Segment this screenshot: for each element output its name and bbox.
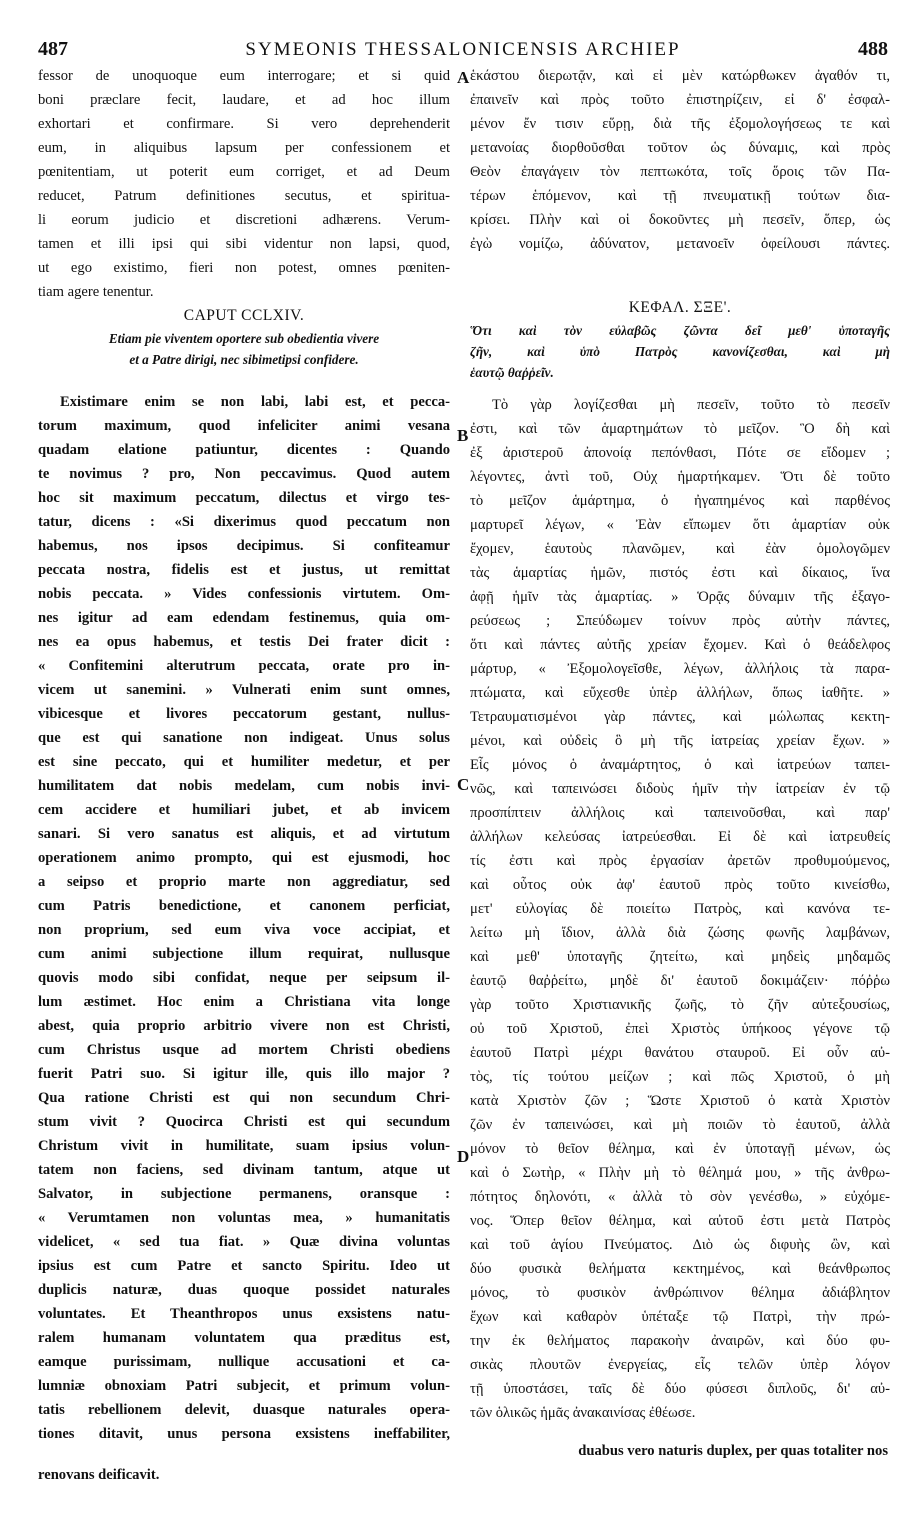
latin-text-line: nes ea opus habemus, et testis Dei frater dicit : <box>38 634 450 650</box>
latin-text-line: a seipso et proprio marte non aggrediatur, sed <box>38 874 450 890</box>
latin-final <box>38 1463 450 1487</box>
running-header <box>38 38 888 64</box>
latin-text-line: Salvator, in subjectione permanens, oransque : <box>38 1186 450 1202</box>
latin-text-line: quadam elatione patiuntur, dicentes : Quando <box>38 442 450 458</box>
spacer <box>38 370 450 390</box>
greek-text-line: μένον ἔν τισιν εὕρῃ, διὰ τῆς ἐξομολογήσεως τε καὶ <box>470 116 890 132</box>
margin-letter-b: B <box>457 426 469 445</box>
full-width-continuation <box>38 1439 888 1463</box>
latin-chapter-title: CAPUT CCLXIV. <box>183 307 305 324</box>
continuation-line: duabus vero naturis duplex, per quas totaliter nos <box>578 1443 888 1459</box>
spacer <box>470 276 890 296</box>
greek-text-line: νῶς, καὶ ταπεινώσει διδοὺς ἡμῖν τὴν ἰατρείαν ἐν τῷ <box>470 781 890 797</box>
greek-text-line: μαρτυρεῖ λέγων, « Ἐὰν εἴπωμεν ὅτι ἁμαρτίαν οὐκ <box>470 517 890 533</box>
greek-text-line: ἐπαινεῖν καὶ πρὸς τοῦτο ἐπιστηρίζειν, εἰ δ' ἐσφαλ- <box>470 92 890 108</box>
latin-text-line: torum maximum, quod infeliciter animi vesana <box>38 418 450 434</box>
latin-text-line: tiam agere tenentur. <box>38 284 154 300</box>
greek-text-line: καὶ τοῦ ἁγίου Πνεύματος. Διὸ ὡς διφυὴς ὢν, καὶ <box>470 1237 890 1253</box>
latin-text-line: vibicesque et livores peccatorum gestant, nullus- <box>38 706 450 722</box>
latin-text-line: habemus, nos ipsos decipimus. Si confiteamur <box>38 538 450 554</box>
latin-text-line: eum, in aliquibus lapsum per confessionem et <box>38 140 450 156</box>
latin-chapter-summary: Etiam pie viventem oportere sub obedientia vivere <box>108 331 380 346</box>
greek-chapter-summary: Ὅτι καὶ τὸν εὐλαβῶς ζῶντα δεῖ μεθ' ὑποταγῆς <box>470 323 890 338</box>
latin-text-line: non proprium, sed eum viva voce accipiat, et <box>38 922 450 938</box>
greek-text-line: γὰρ τοῦτο Χριστιανικῆς ζωῆς, τὸ ζῆν αὐτεξουσίως, <box>470 997 890 1013</box>
latin-text-line: Qua ratione Christi est qui non secundum Chri- <box>38 1090 450 1106</box>
latin-text-line: nes igitur ad eam edendam festinemus, quia om- <box>38 610 450 626</box>
greek-text-line: την ἐκ θελήματος παρακοὴν ἀναιρῶν, καὶ δύο φυ- <box>470 1333 890 1349</box>
greek-text-line: ἐγὼ νομίζω, ἀδύνατον, μετανοεῖν ὀφείλουσι πάντες. <box>470 236 890 252</box>
greek-text-line: πτώματα, καὶ εὔχεσθε ὑπὲρ ἀλλήλων, ὅπως ἰαθῆτε. » <box>470 685 890 701</box>
greek-text-line: μετανοίας διορθοῦσθαι τοῦτον ὡς δύναμις, καὶ πρὸς <box>470 140 890 156</box>
latin-text-line: duplicis naturæ, duas quoque possidet naturales <box>38 1282 450 1298</box>
latin-text-line: quovis modo sibi confidat, neque per seipsum il- <box>38 970 450 986</box>
greek-text-line: ὅτι καὶ πάντες αὐτῆς χρείαν ἔχομεν. Καὶ ὁ θεάδελφος <box>470 637 890 653</box>
greek-text-line: καὶ μεθ' ὑποταγῆς ζητείτω, καὶ μηδεὶς μηδαμῶς <box>470 949 890 965</box>
latin-text-line: « Confitemini alterutrum peccata, orate pro in- <box>38 658 450 674</box>
greek-text-line: νος. Ὅπερ θεῖον θέλημα, καὶ αὐτοῦ ἐστι μετὰ Πατρὸς <box>470 1213 890 1229</box>
latin-text-line: reducet, Patrum definitiones secutus, et spiritua- <box>38 188 450 204</box>
greek-column <box>470 64 890 1425</box>
latin-text-line: tatem non faciens, sed divinam tantum, atque ut <box>38 1162 450 1178</box>
page-number-left: 487 <box>38 38 68 60</box>
latin-text-line: fessor de unoquoque eum interrogare; et si quid <box>38 68 450 84</box>
running-title: SYMEONIS THESSALONICENSIS ARCHIEP <box>245 39 681 60</box>
latin-text-line: li eorum judicio et discretioni adhærens. Verum- <box>38 212 450 228</box>
greek-text-line: Τετραυματισμένοι γὰρ πάντες, καὶ μώλωπας κεκτη- <box>470 709 890 725</box>
greek-text-line: κατὰ Χριστὸν ζῶν ; Ὥστε Χριστοῦ ὁ κατὰ Χριστὸν <box>470 1093 890 1109</box>
greek-text-line: ἑαυτοῦ Πατρὶ μέχρι θανάτου σταυροῦ. Εἰ οὖν αὐ- <box>470 1045 890 1061</box>
latin-text-line: tatis rebellionem delevit, duasque naturales opera- <box>38 1402 450 1418</box>
latin-text-line: cum Christus usque ad mortem Christi obediens <box>38 1042 450 1058</box>
latin-text-line: stum vivit ? Quocirca Christi est qui secundum <box>38 1114 450 1130</box>
latin-text-line: cum Patris benedictione, et canonem perficiat, <box>38 898 450 914</box>
margin-letter-c: C <box>457 775 470 794</box>
margin-letter-a: A <box>457 68 470 87</box>
spacer <box>470 383 890 393</box>
latin-text-line: lum æstimet. Hoc enim a Christiana vita longe <box>38 994 450 1010</box>
latin-text-line: « Verumtamen non voluntas mea, » humanitatis <box>38 1210 450 1226</box>
page-number-right: 488 <box>858 38 888 60</box>
latin-last-line: renovans deificavit. <box>38 1467 160 1483</box>
greek-text-line: ἔχομεν, ἑαυτοὺς πλανῶμεν, καὶ ἐὰν ὁμολογῶμεν <box>470 541 890 557</box>
latin-text-line: te novimus ? pro, Non peccavimus. Quod autem <box>38 466 450 482</box>
greek-text-line: μένοι, καὶ οὐδεὶς ὃ μὴ τῆς ἰατρείας χρείαν ἔχων. » <box>470 733 890 749</box>
latin-text-line: tatur, dicens : «Si dixerimus quod peccatum non <box>38 514 450 530</box>
latin-text-line: ut ego existimo, fieri non potest, omnes pœniten- <box>38 260 450 276</box>
latin-text-line: boni præclare fecit, laudare, et ad hoc illum <box>38 92 450 108</box>
greek-text-line: λέγοντες, ἀντὶ τοῦ, Οὐχ ἡμαρτήκαμεν. Ὅτι δὲ τοῦτο <box>470 469 890 485</box>
latin-column <box>38 64 450 1446</box>
latin-chapter-summary: et a Patre dirigi, nec sibimetipsi confidere. <box>129 352 359 367</box>
latin-text-line: ralem humanam voluntatem qua præditus est, <box>38 1330 450 1346</box>
greek-text-line: προσπίπτειν ἀλλήλοις καὶ ταπεινοῦσθαι, καὶ παρ' <box>470 805 890 821</box>
greek-text-line: ἐστι, καὶ τῶν ἁμαρτημάτων τὸ μεῖζον. Ὃ δὴ καὶ <box>470 421 890 437</box>
greek-text-line: τὸς, τίς τούτου μείζων ; καὶ πῶς Χριστοῦ, ὁ μὴ <box>470 1069 890 1085</box>
greek-text-line: μετ' εὐλογίας δὲ ποιείτω Πατρὸς, καὶ κανόνα τε- <box>470 901 890 917</box>
latin-text-line: eamque purissimam, nullique accusationi et ca- <box>38 1354 450 1370</box>
latin-text-line: operationem animo prompto, qui est ejusmodi, hoc <box>38 850 450 866</box>
greek-chapter-title: ΚΕΦΑΛ. ΣΞΕ'. <box>628 299 732 316</box>
greek-text-line: τὰς ἁμαρτίας ἡμῶν, πιστός ἐστι καὶ δίκαιος, ἵνα <box>470 565 890 581</box>
greek-text-line: πότητος δηλονότι, « ἀλλὰ τὸ σὸν γενέσθω, » εὐχόμε- <box>470 1189 890 1205</box>
latin-text-line: hoc sit maximum peccatum, dilectus et virgo tes- <box>38 490 450 506</box>
greek-text-line: τῇ ὑποστάσει, ταῖς δὲ δύο φύσεσι διπλοῦς, δι' αὐ- <box>470 1381 890 1397</box>
greek-chapter-summary: ἑαυτῷ θαῤῥεῖν. <box>470 365 554 380</box>
latin-text-line: Existimare enim se non labi, labi est, et pecca- <box>60 394 450 410</box>
greek-text-line: τὸ μεῖζον ἁμάρτημα, ὁ ἠγαπημένος καὶ παρθένος <box>470 493 890 509</box>
greek-text-line: τέρων ἑπόμενον, καὶ τῇ πνευματικῇ τούτων δια- <box>470 188 890 204</box>
greek-text-line: ρεύσεως ; Σπεύδωμεν τοίνυν πρὸς αὐτὴν πάντες, <box>470 613 890 629</box>
greek-text-line: ἀλλήλων κελεύσας ἰατρεύεσθαι. Εἰ δὲ καὶ ἰατρευθείς <box>470 829 890 845</box>
greek-text-line: Τὸ γὰρ λογίζεσθαι μὴ πεσεῖν, τοῦτο τὸ πεσεῖν <box>492 397 890 413</box>
greek-text-line: οὐ τοῦ Χριστοῦ, ἐπεὶ Χριστὸς ὑπήκοος γέγονε τῷ <box>470 1021 890 1037</box>
greek-text-line: ἀφῇ ἡμῖν τὰς ἁμαρτίας. » Ὁρᾷς δύναμιν τῆς ἐξαγο- <box>470 589 890 605</box>
greek-text-line: τίς ἐστι καὶ πρὸς ἐργασίαν ἀρετῶν προθυμούμενος, <box>470 853 890 869</box>
latin-text-line: fuerit Patri suo. Si igitur ille, quis illo major ? <box>38 1066 450 1082</box>
latin-text-line: exhortari et confirmare. Si vero deprehenderit <box>38 116 450 132</box>
greek-text-line: Θεὸν ἐπαγάγειν τὸν πεπτωκότα, τοῖς ὅροις τῶν Πα- <box>470 164 890 180</box>
latin-text-line: ipsius est cum Patre et sancto Spiritu. Ideo ut <box>38 1258 450 1274</box>
latin-text-line: cum animi subjectione illum requirat, nullusque <box>38 946 450 962</box>
greek-text-line: ζῶν ἐν ταπεινώσει, καὶ μὴ ποιῶν τὸ ἑαυτοῦ, ἀλλὰ <box>470 1117 890 1133</box>
greek-text-line: Εἷς μόνος ὁ ἀναμάρτητος, ὁ καὶ ἰατρεύων ταπει- <box>470 757 890 773</box>
greek-text-line: μόνος, τὸ φυσικὸν ἀνθρώπινον θέλημα ἀδιάβλητον <box>470 1285 890 1301</box>
latin-text-line: peccata nostra, fidelis est et justus, ut remittat <box>38 562 450 578</box>
greek-text-line: κρίσει. Πλὴν καὶ οἱ δοκοῦντες μὴ πεσεῖν, ὅπερ, ὡς <box>470 212 890 228</box>
latin-text-line: tamen et illi ipsi qui sibi videntur non lapsi, quod, <box>38 236 450 252</box>
greek-text-line: ἐξ ἀριστεροῦ ἀπονοίᾳ πεπόνθασι, Πότε σε εἴδομεν ; <box>470 445 890 461</box>
greek-chapter-summary: ζῆν, καὶ ὑπὸ Πατρὸς κανονίζεσθαι, καὶ μὴ <box>470 344 890 359</box>
greek-text-line: μάρτυρ, « Ἐξομολογεῖσθε, λέγων, ἀλλήλοις τὰ παρα- <box>470 661 890 677</box>
latin-text-line: videlicet, « sed tua fiat. » Quæ divina voluntas <box>38 1234 450 1250</box>
greek-text-line: ἔχων καὶ καθαρὸν ὑπέταξε τῷ Πατρὶ, τὴν πρώ- <box>470 1309 890 1325</box>
latin-text-line: humilitatem dat nobis medelam, cum nobis invi- <box>38 778 450 794</box>
latin-text-line: cem accidere et humiliari jubet, et ab invicem <box>38 802 450 818</box>
latin-text-line: nobis peccata. » Vides confessionis virtutem. Om- <box>38 586 450 602</box>
latin-text-line: tiones ditavit, unus persona exsistens ineffabiliter, <box>38 1426 450 1442</box>
latin-text-line: lumniæ obnoxiam Patri subjecit, et primum volun- <box>38 1378 450 1394</box>
latin-text-line: pœnitentiam, ut poterit eum corriget, et ad Deum <box>38 164 450 180</box>
greek-text-line: καὶ ὁ Σωτὴρ, « Πλὴν μὴ τὸ θέλημά μου, » τῆς ἀνθρω- <box>470 1165 890 1181</box>
latin-text-line: est sine peccato, qui et humiliter medetur, et per <box>38 754 450 770</box>
latin-text-line: vicem ut sanemini. » Vulnerati enim sunt omnes, <box>38 682 450 698</box>
greek-text-line: μόνον τὸ θεῖον θέλημα, καὶ ἐν ὑποταγῇ μένων, ὡς <box>470 1141 890 1157</box>
greek-text-line: ἑαυτῷ θαῤῥείτω, μηδὲ δι' ἑαυτοῦ δοκιμάζειν· πόῤῥω <box>470 973 890 989</box>
spacer <box>470 256 890 276</box>
latin-text-line: que est qui sanatione non indigeat. Unus solus <box>38 730 450 746</box>
greek-text-line: δύο φυσικὰ θελήματα κεκτημένος, καὶ θεάνθρωπος <box>470 1261 890 1277</box>
greek-last-line: τῶν ὁλικῶς ἡμᾶς ἀνακαινίσας ἐθέωσε. <box>470 1405 696 1421</box>
greek-text-line: καὶ οὗτος οὐκ ἀφ' ἑαυτοῦ πρὸς τοῦτο κινείσθω, <box>470 877 890 893</box>
greek-text-line: ἑκάστου διερωτᾷν, καὶ εἰ μὲν κατώρθωκεν ἀγαθόν τι, <box>470 68 890 84</box>
latin-text-line: sanari. Si vero sanatus est aliquis, et ad virtutum <box>38 826 450 842</box>
latin-text-line: abest, quia proprio arbitrio vivere non est Christi, <box>38 1018 450 1034</box>
latin-text-line: Christum vivit in humilitate, suam ipsius volun- <box>38 1138 450 1154</box>
greek-text-line: λείτω μὴ ἴδιον, ἀλλὰ διὰ ζώσης φωνῆς λαμβάνων, <box>470 925 890 941</box>
margin-letter-d: D <box>457 1147 470 1166</box>
latin-text-line: voluntates. Et Theanthropos unus exsistens natu- <box>38 1306 450 1322</box>
greek-text-line: σικὰς πλουτῶν ἐνεργείας, εἷς τελῶν ὑπὲρ λόγον <box>470 1357 890 1373</box>
